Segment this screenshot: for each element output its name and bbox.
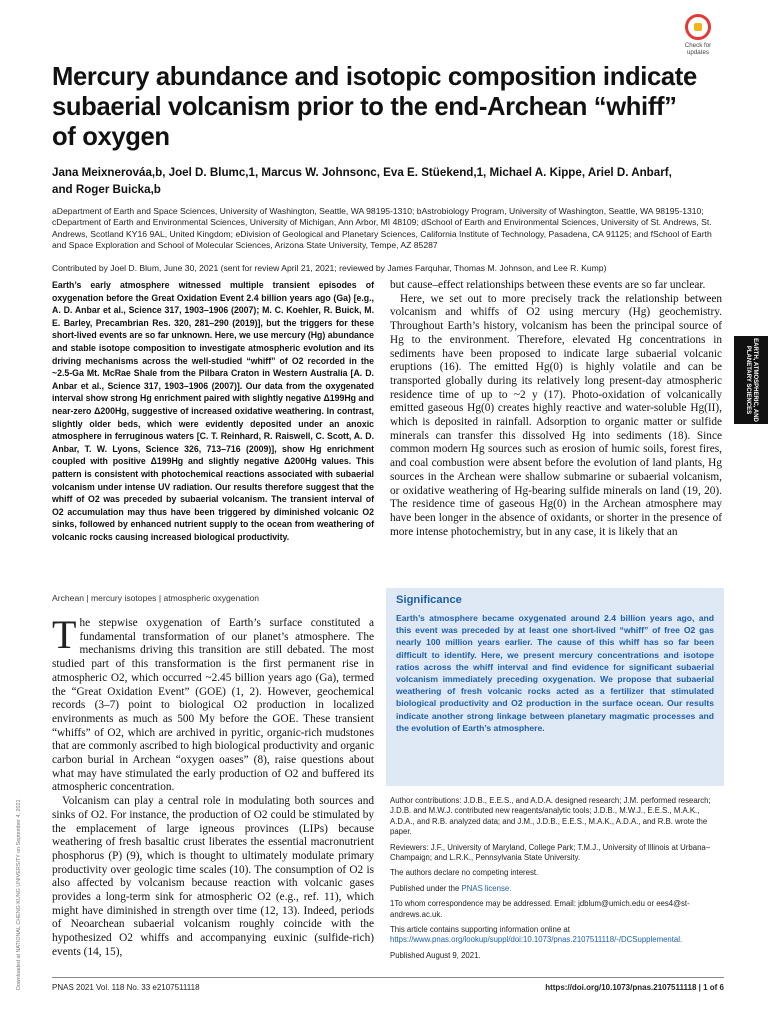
reviewers: Reviewers: J.F., University of Maryland, College Park; T.M.J., University of Illinois at Urbana–Champaign; and L.R.K., Pennsylvania State University.	[390, 842, 711, 863]
author-line-1: Jana Meixnerováa,b, Joel D. Blumc,1, Marcus W. Johnsonc, Eva E. Stüekend,1, Michael A. Kippe, Ariel D. Anbarf,	[52, 166, 672, 179]
article-notes	[390, 796, 724, 966]
supporting-prefix: This article contains supporting information online at	[390, 925, 570, 935]
author-list	[52, 164, 732, 198]
contributed-by: Contributed by Joel D. Blum, June 30, 2021 (sent for review April 21, 2021; reviewed by James Farquhar, Thomas M. Johnson, and Lee R. Kump)	[52, 263, 607, 273]
license-prefix: Published under the	[390, 883, 462, 893]
page-footer	[52, 977, 724, 992]
continued-paragraph: but cause–effect relationships between these events are so far unclear.	[390, 279, 706, 291]
body-column-right	[390, 279, 722, 539]
section-tab	[734, 336, 768, 424]
published-date: Published August 9, 2021.	[390, 950, 481, 960]
check-for-updates-badge[interactable]	[676, 14, 720, 58]
significance-text: Earth’s atmosphere became oxygenated around 2.4 billion years ago, and this event was preceded by at least one short-lived “whiff” of free O2 gas nearly 100 million years earlier. The cause of this whiff has so far been difficult to identify. Here, we present mercury concentrations and isotope ratios across the whiff interval and find evidence for significant subaerial volcanism immediately preceding oxygenation. We propose that subaerial weathering of fresh volcanic rocks acted as a fertilizer that stimulated biological productivity and O2 production in the surface ocean. Our results indicate another strong linkage between planetary magmatic processes and the evolution of Earth’s atmosphere.	[396, 613, 714, 733]
drop-cap: T	[52, 612, 77, 657]
body-column-left	[52, 612, 374, 960]
license-link[interactable]: PNAS license.	[461, 883, 512, 893]
correspondence: 1To whom correspondence may be addressed. Email: jdblum@umich.edu or ees4@st-andrews.ac.uk.	[390, 899, 690, 919]
volcanism-paragraph: Volcanism can play a central role in modulating both sources and sinks of O2. For instance, the production of O2 could be stimulated by the emplacement of large igneous provinces (LIPs) because weathering of fresh basaltic crust liberates the essential macronutrient phosphorus (P) (9), which is thought to ultimately modulate primary productivity over geologic time scales (10). The consumption of O2 is also affected by volcanism because reaction with volcanic gases provides a long-term sink for atmospheric O2 (e.g., ref. 11), which might have diminished in strength over time (12, 13). Indeed, periods of Neoarchean subaerial volcanism roughly coincide with the hypothesized O2 whiffs and accompanying euxinic (sulfide-rich) events (14, 15),	[52, 795, 374, 958]
update-icon	[685, 14, 711, 40]
mercury-paragraph: Here, we set out to more precisely track the relationship between volcanism and whiffs of O2 using mercury (Hg) geochemistry. Throughout Earth’s history, volcanism has been the principal source of Hg to the environment. Therefore, elevated Hg concentrations in sediments have been proposed to indicate large subaerial volcanic eruptions (16). The emitted Hg(0) is highly volatile and can be transported globally during its relatively long present-day atmospheric residence time of up to ~2 y (17). Photo-oxidation of volcanically emitted gaseous Hg(0) creates highly reactive and water-soluble Hg(II), which is deposited in rainfall. Adsorption to organic matter or sulfide minerals can transfer this dissolved Hg into sediments (18). Since common modern Hg sources such as erosion of humic soils, forest fires, and coal combustion were absent before the evolution of land plants, Hg sources in the Archean were shallow submarine or subaerial volcanism, or oxidative weathering of Hg-bearing sulfide minerals on land (19, 20). The residence time of gaseous Hg(0) in the Archean atmosphere may have been longer in the absence of oxidants, or shorter in the presence of more intense photochemistry, but in any case, it is likely that an	[390, 292, 722, 538]
badge-label: Check for updates	[684, 42, 712, 56]
intro-text: he stepwise oxygenation of Earth’s surface constituted a fundamental transformation of our planet’s atmosphere. The mechanisms driving this transition are still debated. The most studied part of this transformation is the first permanent rise in atmospheric O2, which occurred ~2.45 billion years ago (Ga), termed the “Great Oxidation Event” (GOE) (1, 2). However, geochemical records (3–7) point to biological O2 production in localized environments as much as 500 My before the GOE. These transient “whiffs” of O2, which are archived in pyritic, organic-rich mudstones that are commonly ascribed to high biological productivity and organic carbon burial in Archean “oxygen oases” (8), raise questions about what may have stimulated the early production of O2 and buffered its atmospheric concentration.	[52, 617, 374, 794]
abstract: Earth’s early atmosphere witnessed multiple transient episodes of oxygenation before the Great Oxidation Event 2.4 billion years ago (Ga) [e.g., A. D. Anbar et al., Science 317, 1903–1906 (2007); M. C. Koehler, R. Buick, M. E. Barley, Precambrian Res. 320, 281–290 (2019)], but the triggers for these short-lived events are so far unknown. Here, we use mercury (Hg) abundance and stable isotope composition to investigate atmospheric evolution and its driving mechanisms across the well-studied “whiff” of O2 recorded in the ~2.5-Ga Mt. McRae Shale from the Pilbara Craton in Western Australia [A. D. Anbar et al., Science 317, 1903–1906 (2007)]. Our data from the oxygenated interval show strong Hg enrichment paired with slightly negative Δ199Hg and near-zero Δ200Hg, suggestive of increased oxidative weathering. In contrast, slightly older beds, which were evidently deposited under an anoxic atmosphere in ferruginous waters [C. T. Reinhard, R. Raiswell, C. Scott, A. D. Anbar, T. W. Lyons, Science 326, 713–716 (2009)], show Hg enrichment coupled with positive Δ199Hg and slightly negative Δ200Hg values. This pattern is consistent with photochemical reactions associated with subaerial volcanism under intense UV radiation. Our results therefore suggest that the whiff of O2 was preceded by subaerial volcanism. The transient interval of O2 accumulation may thus have been triggered by diminished volcanic O2 sinks, followed by enhanced nutrient supply to the ocean from weathering of volcanic rocks causing increased biological productivity.	[52, 280, 374, 542]
intro-paragraph	[52, 612, 374, 795]
significance-box	[386, 588, 724, 786]
section-tab-label: EARTH, ATMOSPHERIC, AND PLANETARY SCIENCES	[745, 338, 758, 422]
journal-citation: PNAS 2021 Vol. 118 No. 33 e2107511118	[52, 983, 200, 992]
author-contributions: Author contributions: J.D.B., E.E.S., and A.D.A. designed research; J.M. performed research; J.D.B. and M.W.J. contributed new reagents/analytic tools; J.D.B., M.W.J., E.E.S., M.A.K., A.D.A., and R.B. analyzed data; and J.M., J.D.B., E.E.S., M.A.K., A.D.A., and R.B. wrote the paper.	[390, 796, 711, 837]
affiliations: aDepartment of Earth and Space Sciences, University of Washington, Seattle, WA 98195-1310; bAstrobiology Program, University of Washington, Seattle, WA 98195-1310; cDepartment of Earth and Environmental Sciences, University of Michigan, Ann Arbor, MI 48109; dSchool of Earth and Environmental Sciences, University of St. Andrews, St. Andrews, Scotland KY16 9AL, United Kingdom; eDivision of Geological and Planetary Sciences, California Institute of Technology, Pasadena, CA 91125; and fSchool of Earth and Space Exploration and School of Molecular Sciences, Arizona State University, Tempe, AZ 85287	[52, 206, 712, 251]
supplemental-link[interactable]: https://www.pnas.org/lookup/suppl/doi:10.1073/pnas.2107511118/-/DCSupplemental.	[390, 935, 683, 945]
keywords: Archean | mercury isotopes | atmospheric oxygenation	[52, 593, 259, 603]
significance-title: Significance	[396, 594, 462, 606]
doi-page-number[interactable]: https://doi.org/10.1073/pnas.2107511118 | 1 of 6	[545, 983, 724, 992]
license-note	[390, 884, 724, 894]
supporting-info	[390, 925, 724, 946]
download-note-text: Downloaded at NATIONAL CHENG KUNG UNIVERSITY on September 4, 2021	[16, 799, 22, 990]
author-line-2: and Roger Buicka,b	[52, 183, 161, 196]
competing-interest: The authors declare no competing interest.	[390, 868, 539, 878]
article-title: Mercury abundance and isotopic composition indicate subaerial volcanism prior to the end-Archean “whiff” of oxygen	[52, 63, 697, 151]
